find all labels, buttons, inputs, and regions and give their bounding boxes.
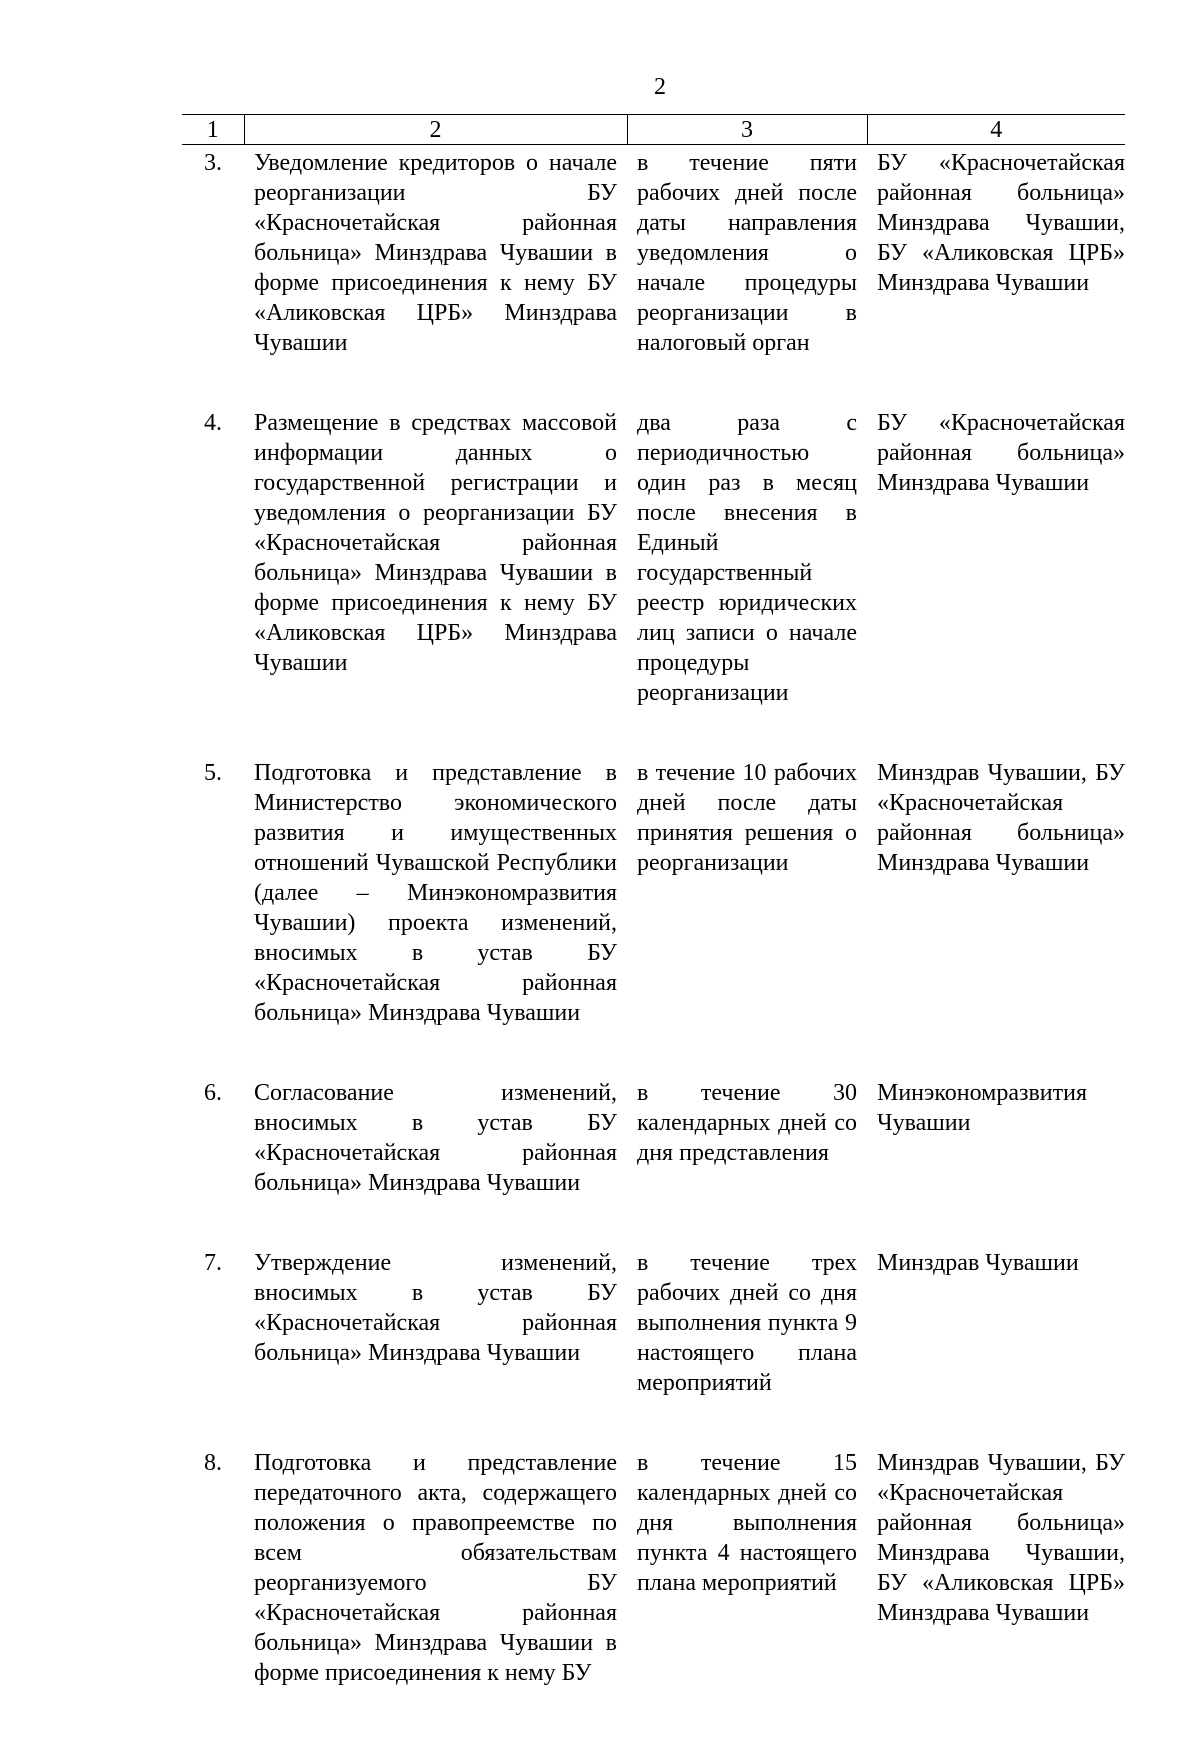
activity-cell: Размещение в средствах массовой информации данных о государственной регистрации и уведомления о реорганизации БУ «Красночетайская районная больница» Минздрава Чувашии в форме присоединения к нему БУ «Аликовская ЦРБ» Минздрава Чувашии [254,410,617,676]
row-number: 6. [204,1080,222,1106]
term-cell: в течение 30 календарных дней со дня представления [637,1080,857,1166]
activity-cell: Подготовка и представление в Министерство экономического развития и имущественных отношений Чувашской Республики (далее – Минэкономразвития Чувашии) проекта изменений, вносимых в устав БУ «Красночетайская районная больница» Минздрава Чувашии [254,760,617,1026]
header-col-2: 2 [244,115,627,145]
term-cell: в течение 15 календарных дней со дня выполнения пункта 4 настоящего плана мероприятий [637,1450,857,1596]
responsible-cell: Минздрав Чувашии, БУ «Красночетайская районная больница» Минздрава Чувашии [877,760,1125,876]
row-number: 4. [204,410,222,436]
header-col-4: 4 [867,115,1125,145]
row-number: 8. [204,1450,222,1476]
activity-cell: Согласование изменений, вносимых в устав БУ «Красночетайская районная больница» Минздрава Чувашии [254,1080,617,1196]
responsible-cell: БУ «Красночетайская районная больница» Минздрава Чувашии, БУ «Аликовская ЦРБ» Минздрава Чувашии [877,150,1125,296]
activity-cell: Утверждение изменений, вносимых в устав БУ «Красночетайская районная больница» Минздрава Чувашии [254,1250,617,1366]
row-number: 3. [204,150,222,176]
table-row [182,145,1125,409]
page-number: 2 [654,74,666,100]
responsible-cell: Минздрав Чувашии, БУ «Красночетайская районная больница» Минздрава Чувашии, БУ «Аликовская ЦРБ» Минздрава Чувашии [877,1450,1125,1626]
term-cell: в течение 10 рабочих дней после даты принятия решения о реорганизации [637,760,857,876]
header-col-3: 3 [627,115,867,145]
table-row [182,758,1125,1078]
responsible-cell: Минэкономразвития Чувашии [877,1080,1088,1136]
table-header-row [182,115,1125,145]
activity-cell: Подготовка и представление передаточного акта, содержащего положения о правопреемстве по всем обязательствам реорганизуемого БУ «Красночетайская районная больница» Минздрава Чувашии в форме присоединения к нему БУ [254,1450,617,1686]
table-row [182,1078,1125,1248]
row-number: 7. [204,1250,222,1276]
responsible-cell: БУ «Красночетайская районная больница» Минздрава Чувашии [877,410,1125,496]
term-cell: в течение пяти рабочих дней после даты направления уведомления о начале процедуры реорганизации в налоговый орган [637,150,857,356]
table-row [182,408,1125,758]
header-col-1: 1 [182,115,244,145]
plan-table [182,114,1125,1738]
responsible-cell: Минздрав Чувашии [877,1250,1079,1276]
table-row [182,1448,1125,1738]
activity-cell: Уведомление кредиторов о начале реорганизации БУ «Красночетайская районная больница» Минздрава Чувашии в форме присоединения к нему БУ «Аликовская ЦРБ» Минздрава Чувашии [254,150,617,356]
table-row [182,1248,1125,1448]
row-number: 5. [204,760,222,786]
term-cell: два раза с периодичностью один раз в месяц после внесения в Единый государственный реестр юридических лиц записи о начале процедуры реорганизации [637,410,857,706]
term-cell: в течение трех рабочих дней со дня выполнения пункта 9 настоящего плана мероприятий [637,1250,857,1396]
